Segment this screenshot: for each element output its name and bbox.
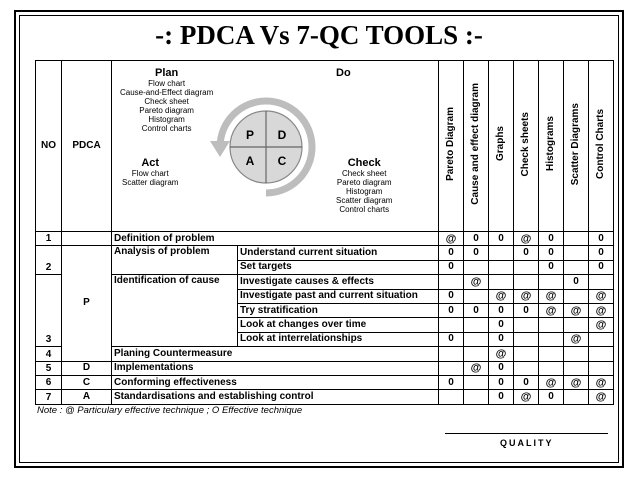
act-tool-item: Scatter diagram xyxy=(122,178,179,187)
tool-mark: 0 xyxy=(489,361,514,375)
tool-mark xyxy=(439,275,464,289)
pdca-phase: A xyxy=(62,390,112,404)
tool-mark xyxy=(439,347,464,361)
tool-mark: 0 xyxy=(489,318,514,332)
footer-divider xyxy=(445,433,608,434)
step-label: Conforming effectiveness xyxy=(112,375,439,389)
tool-mark: 0 xyxy=(439,260,464,274)
table-row xyxy=(36,347,614,361)
tool-header: Pareto Diagram xyxy=(439,61,464,232)
tool-mark: 0 xyxy=(439,375,464,389)
pdca-phase: C xyxy=(62,375,112,389)
check-tool-item: Check sheet xyxy=(342,169,387,178)
tool-header: Graphs xyxy=(489,61,514,232)
tool-mark xyxy=(564,260,589,274)
do-quadrant-text: Do xyxy=(336,67,351,79)
pdca-tools-table xyxy=(35,60,614,405)
row-number: 1 xyxy=(36,232,62,246)
act-tool-item: Flow chart xyxy=(131,169,169,178)
tool-mark: @ xyxy=(539,303,564,317)
table-row xyxy=(36,361,614,375)
tool-header: Scatter Diagrams xyxy=(564,61,589,232)
sub-step-label: Understand current situation xyxy=(238,246,439,260)
tool-mark xyxy=(564,347,589,361)
tool-mark: 0 xyxy=(464,232,489,246)
tool-mark: 0 xyxy=(489,303,514,317)
check-tool-item: Pareto diagram xyxy=(336,178,392,187)
tool-mark: @ xyxy=(564,303,589,317)
tool-mark: 0 xyxy=(514,303,539,317)
tool-mark xyxy=(589,361,614,375)
table-row xyxy=(36,246,614,260)
plan-tool-item: Histogram xyxy=(148,115,185,124)
pdca-diagram xyxy=(114,61,436,231)
tool-mark: @ xyxy=(589,375,614,389)
page-title: -: PDCA Vs 7-QC TOOLS :- xyxy=(155,20,483,50)
step-label: Planing Countermeasure xyxy=(112,347,439,361)
pdca-header: PDCA xyxy=(62,61,112,232)
tool-mark: @ xyxy=(514,390,539,404)
tool-mark: 0 xyxy=(464,246,489,260)
check-tool-item: Scatter diagram xyxy=(336,196,393,205)
tool-mark xyxy=(539,361,564,375)
table-row xyxy=(36,390,614,404)
tool-mark xyxy=(439,318,464,332)
tool-mark: 0 xyxy=(589,232,614,246)
plan-quadrant-text: Plan Flow chart Cause-and-Effect diagram Check sheet Pareto diagram Histogram Control charts xyxy=(120,67,214,133)
step-label: Implementations xyxy=(112,361,439,375)
plan-tool-item: Cause-and-Effect diagram xyxy=(120,88,214,97)
quadrant-c: C xyxy=(277,154,287,168)
step-label: Analysis of problem xyxy=(112,246,238,275)
tool-mark: @ xyxy=(589,303,614,317)
step-label: Identification of cause xyxy=(112,275,238,347)
sub-step-label: Try stratification xyxy=(238,303,439,317)
sub-step-label: Investigate causes & effects xyxy=(238,275,439,289)
step-label: Definition of problem xyxy=(112,232,439,246)
tool-mark xyxy=(589,332,614,346)
tool-mark: 0 xyxy=(439,289,464,303)
tool-mark: 0 xyxy=(589,246,614,260)
sub-step-label: Look at interrelationships xyxy=(238,332,439,346)
tool-mark xyxy=(514,332,539,346)
table-row xyxy=(36,275,614,289)
tool-mark xyxy=(539,275,564,289)
plan-tool-item: Pareto diagram xyxy=(139,106,194,115)
plan-tools-list xyxy=(120,79,213,133)
tool-mark xyxy=(489,246,514,260)
tool-mark xyxy=(514,347,539,361)
tool-mark xyxy=(564,232,589,246)
step-label: Standardisations and establishing control xyxy=(112,390,439,404)
tool-mark xyxy=(489,260,514,274)
check-tool-item: Histogram xyxy=(346,187,383,196)
tool-mark: @ xyxy=(464,275,489,289)
tool-mark: @ xyxy=(464,361,489,375)
tool-header: Histograms xyxy=(539,61,564,232)
tool-mark xyxy=(539,347,564,361)
row-number: 7 xyxy=(36,390,62,404)
tool-mark xyxy=(464,375,489,389)
tool-mark: @ xyxy=(489,347,514,361)
row-number: 3 xyxy=(36,275,62,347)
check-tool-item: Control charts xyxy=(339,205,390,214)
tool-mark: 0 xyxy=(489,390,514,404)
pdca-phase: D xyxy=(62,361,112,375)
tool-header: Check sheets xyxy=(514,61,539,232)
tool-mark: 0 xyxy=(439,303,464,317)
plan-tool-item: Flow chart xyxy=(148,79,186,88)
tool-mark: @ xyxy=(589,289,614,303)
tool-mark xyxy=(514,318,539,332)
tool-mark: 0 xyxy=(464,303,489,317)
tool-mark: @ xyxy=(439,232,464,246)
plan-tool-item: Control charts xyxy=(141,124,192,133)
tool-mark: 0 xyxy=(589,260,614,274)
tool-mark xyxy=(539,318,564,332)
row-number: 6 xyxy=(36,375,62,389)
quadrant-a: A xyxy=(245,154,255,168)
tool-mark: @ xyxy=(489,289,514,303)
tool-mark: 0 xyxy=(539,246,564,260)
act-tools-list xyxy=(122,169,178,187)
tool-mark: 0 xyxy=(539,260,564,274)
tool-mark: 0 xyxy=(439,332,464,346)
tool-mark xyxy=(464,260,489,274)
sub-step-label: Look at changes over time xyxy=(238,318,439,332)
tool-mark xyxy=(464,332,489,346)
legend-note: Note : @ Particulary effective technique ; O Effective technique xyxy=(37,405,303,416)
tool-header: Cause and effect diagram xyxy=(464,61,489,232)
tool-mark: 0 xyxy=(564,275,589,289)
cycle-arrow-head xyxy=(210,141,230,157)
tool-mark: 0 xyxy=(489,332,514,346)
sub-step-label: Set targets xyxy=(238,260,439,274)
tool-mark xyxy=(564,289,589,303)
table-row xyxy=(36,232,614,246)
tool-mark xyxy=(514,361,539,375)
tool-mark: @ xyxy=(564,332,589,346)
pdca-phase xyxy=(62,232,112,246)
sub-step-label: Investigate past and current situation xyxy=(238,289,439,303)
tool-mark: 0 xyxy=(489,232,514,246)
check-tools-list xyxy=(336,169,392,214)
pdca-diagram-cell xyxy=(112,61,439,232)
tool-mark xyxy=(564,361,589,375)
plan-tool-item: Check sheet xyxy=(144,97,189,106)
tool-mark xyxy=(539,332,564,346)
row-number: 5 xyxy=(36,361,62,375)
tool-mark: @ xyxy=(589,318,614,332)
header-row xyxy=(36,61,614,232)
tool-mark xyxy=(564,390,589,404)
row-number: 4 xyxy=(36,347,62,361)
tool-mark xyxy=(439,390,464,404)
quadrant-p: P xyxy=(245,128,255,142)
row-number: 2 xyxy=(36,246,62,275)
tool-mark xyxy=(464,289,489,303)
tool-mark xyxy=(464,390,489,404)
tool-mark xyxy=(489,275,514,289)
act-quadrant-text: Act Flow chart Scatter diagram xyxy=(122,157,179,187)
table-body xyxy=(36,232,614,405)
tool-mark xyxy=(514,260,539,274)
tool-mark: 0 xyxy=(539,390,564,404)
tool-mark: @ xyxy=(539,289,564,303)
no-header: NO xyxy=(36,61,62,232)
tool-mark xyxy=(589,347,614,361)
tool-mark: 0 xyxy=(514,246,539,260)
footer-label: QUALITY xyxy=(500,438,554,448)
tool-mark xyxy=(439,361,464,375)
quadrant-d: D xyxy=(277,128,287,142)
tool-mark: @ xyxy=(514,289,539,303)
pdca-phase: P xyxy=(62,246,112,361)
pdca-cycle-graphic xyxy=(202,77,332,217)
tool-mark xyxy=(589,275,614,289)
tool-mark xyxy=(564,246,589,260)
table-row xyxy=(36,375,614,389)
tool-mark: 0 xyxy=(439,246,464,260)
tool-mark: 0 xyxy=(514,375,539,389)
tool-mark xyxy=(464,347,489,361)
tool-mark: 0 xyxy=(489,375,514,389)
tool-mark: @ xyxy=(514,232,539,246)
tool-mark: @ xyxy=(539,375,564,389)
tool-mark: @ xyxy=(564,375,589,389)
check-quadrant-text: Check Check sheet Pareto diagram Histogram Scatter diagram Control charts xyxy=(336,157,393,214)
tool-mark xyxy=(564,318,589,332)
tool-mark xyxy=(464,318,489,332)
tool-mark: 0 xyxy=(539,232,564,246)
tool-mark xyxy=(514,275,539,289)
tool-mark: @ xyxy=(589,390,614,404)
tool-header: Control Charts xyxy=(589,61,614,232)
